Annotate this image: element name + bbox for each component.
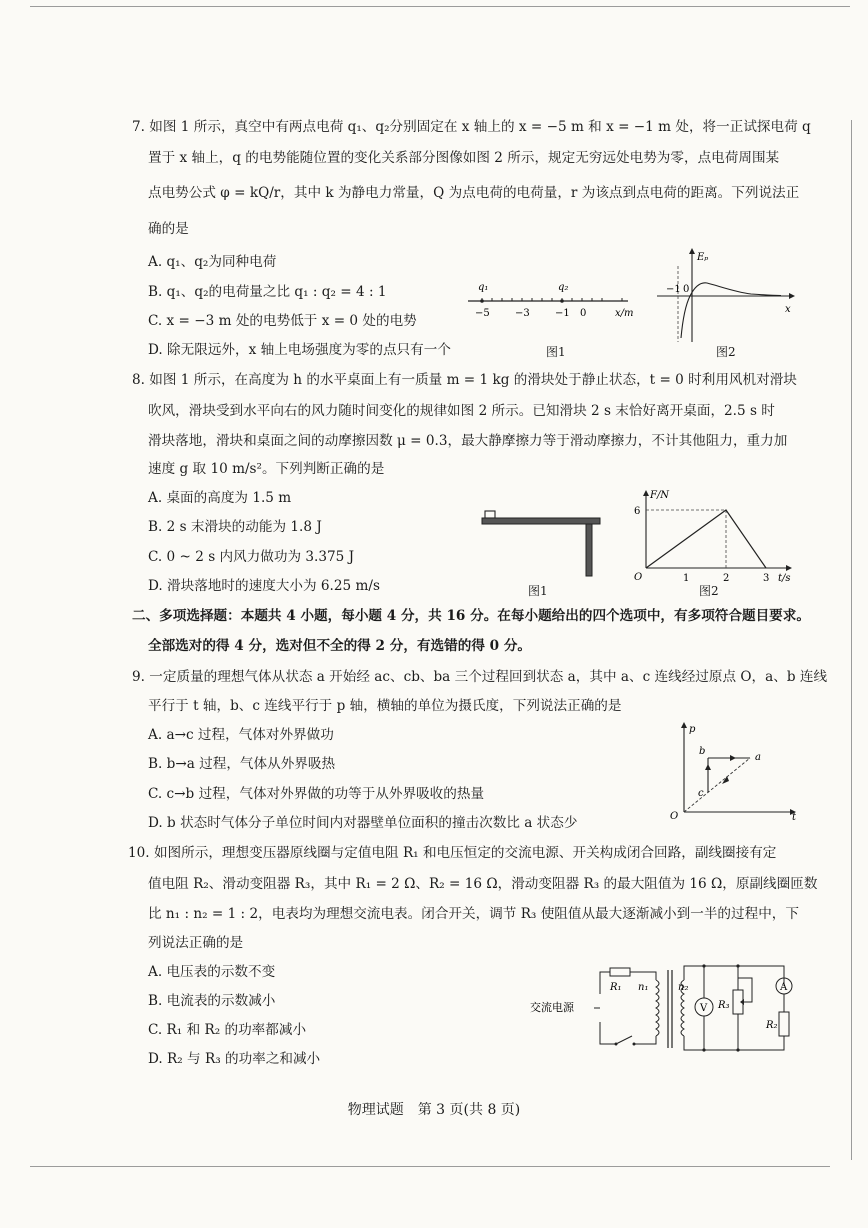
q7-option-d[interactable]: D. 除无限远外，x 轴上电场强度为零的点只有一个 (148, 342, 451, 358)
q10-label-n1: n₁ (638, 982, 649, 993)
q10-option-c[interactable]: C. R₁ 和 R₂ 的功率都减小 (148, 1022, 307, 1038)
q10-primary-coil (656, 980, 659, 1036)
section-2-line-2: 全部选对的得 4 分，选对但不全的得 2 分，有选错的得 0 分。 (148, 638, 532, 654)
q9-option-a[interactable]: A. a→c 过程，气体对外界做功 (148, 727, 334, 743)
q7-figure-2 (655, 246, 800, 346)
q8-fig1-caption: 图1 (528, 584, 548, 598)
page-edge-top (30, 6, 850, 7)
q10-label-n2: n₂ (678, 982, 689, 993)
page-edge-bottom (30, 1166, 830, 1167)
q8-option-d[interactable]: D. 滑块落地时的速度大小为 6.25 m/s (148, 578, 380, 594)
q7-fig1-tick-neg1: −1 (555, 308, 570, 319)
q10-line-4: 列说法正确的是 (148, 935, 244, 951)
q10-line-1: 10. 如图所示，理想变压器原线圈与定值电阻 R₁ 和电压恒定的交流电源、开关构成闭合回路，副线圈接有定 (128, 845, 777, 861)
page-edge-right (851, 120, 852, 1160)
q7-fig2-caption: 图2 (716, 345, 736, 359)
q9-label-c: c (698, 788, 704, 799)
q8-line-3: 滑块落地，滑块和桌面之间的动摩擦因数 μ = 0.3，最大静摩擦力等于滑动摩擦力，不计其他阻力，重力加 (148, 433, 788, 449)
q8-option-c[interactable]: C. 0 ~ 2 s 内风力做功为 3.375 J (148, 549, 355, 565)
q8-fig2-force-curve (646, 510, 766, 568)
q9-label-origin: O (670, 811, 679, 822)
q7-option-c[interactable]: C. x = −3 m 处的电势低于 x = 0 处的电势 (148, 313, 417, 329)
section-2-line-1: 二、多项选择题：本题共 4 小题，每小题 4 分，共 16 分。在每小题给出的四个选项中，有多项符合题目要求。 (132, 608, 810, 624)
q7-line-3: 点电势公式 φ = kQ/r，其中 k 为静电力常量，Q 为点电荷的电荷量，r 为该点到点电荷的距离。下列说法正 (148, 185, 800, 201)
q9-label-a: a (755, 752, 761, 763)
q9-line-2: 平行于 t 轴，b、c 连线平行于 p 轴，横轴的单位为摄氏度，下列说法正确的是 (148, 698, 622, 714)
q8-option-a[interactable]: A. 桌面的高度为 1.5 m (148, 490, 292, 506)
q7-fig1-q1-label: q₁ (478, 282, 489, 293)
q7-fig2-x-label: x (785, 304, 791, 315)
q10-resistor-r1 (610, 968, 630, 976)
q7-line-4: 确的是 (148, 221, 189, 237)
q7-fig1-charge-q2 (560, 299, 564, 303)
q8-fig2-caption: 图2 (699, 584, 719, 598)
q10-source-label: 交流电源 (530, 1001, 574, 1014)
q8-fig2-origin: O (634, 572, 643, 583)
q9-label-t: t (792, 812, 797, 823)
q8-figure-1 (478, 506, 608, 581)
q8-option-b[interactable]: B. 2 s 末滑块的动能为 1.8 J (148, 519, 322, 535)
q8-line-4: 速度 g 取 10 m/s²。下列判断正确的是 (148, 461, 385, 477)
q10-circuit-diagram (528, 960, 806, 1056)
q10-resistor-r2 (779, 1012, 789, 1036)
q7-figure-1 (460, 276, 640, 336)
q9-figure-pt (664, 718, 804, 822)
q9-line-ca (684, 758, 750, 812)
q7-option-b[interactable]: B. q₁、q₂的电荷量之比 q₁ : q₂ = 4 : 1 (148, 284, 387, 300)
q10-line-2: 值电阻 R₂、滑动变阻器 R₃，其中 R₁ = 2 Ω、R₂ = 16 Ω，滑动变阻器 R₃ 的最大阻值为 16 Ω，原副线圈匝数 (148, 876, 818, 892)
page-footer: 物理试题 第 3 页(共 8 页) (347, 1102, 521, 1118)
q8-fig2-tick-2: 2 (723, 573, 730, 584)
q8-figure-2 (628, 486, 798, 586)
q10-option-a[interactable]: A. 电压表的示数不变 (148, 964, 276, 980)
q10-ammeter-label: A (780, 982, 788, 993)
q10-option-d[interactable]: D. R₂ 与 R₃ 的功率之和减小 (148, 1051, 321, 1067)
q7-fig1-tick-neg5: −5 (475, 308, 490, 319)
q7-fig1-charge-q1 (480, 299, 484, 303)
q7-fig2-y-label: Eₚ (697, 252, 709, 263)
q8-fig2-tick-6: 6 (634, 506, 641, 517)
q8-line-1: 8. 如图 1 所示，在高度为 h 的水平桌面上有一质量 m = 1 kg 的滑块处于静止状态，t = 0 时利用风机对滑块 (132, 372, 797, 388)
q7-fig2-curve (681, 283, 781, 338)
q8-fig2-y-label: F/N (650, 490, 670, 501)
q8-fig2-tick-1: 1 (683, 573, 690, 584)
q10-option-b[interactable]: B. 电流表的示数减小 (148, 993, 276, 1009)
q10-switch (616, 1036, 632, 1044)
q7-line-2: 置于 x 轴上，q 的电势能随位置的变化关系部分图像如图 2 所示，规定无穷远处电势为零，点电荷周围某 (148, 150, 780, 166)
q8-line-2: 吹风，滑块受到水平向右的风力随时间变化的规律如图 2 所示。已知滑块 2 s 末恰好离开桌面，2.5 s 时 (148, 403, 775, 419)
q9-option-b[interactable]: B. b→a 过程，气体从外界吸热 (148, 756, 336, 772)
q10-label-r1: R₁ (610, 982, 622, 993)
q10-label-r3: R₃ (718, 1000, 730, 1011)
q8-table-leg (586, 524, 592, 576)
q8-fig2-x-label: t/s (778, 573, 791, 584)
q7-fig1-axis-label: x/m (615, 308, 634, 319)
q8-fig2-tick-3: 3 (763, 573, 770, 584)
q10-voltmeter-label: V (700, 1003, 708, 1014)
q7-fig2-tick-neg1: −1 (666, 284, 681, 295)
q7-fig1-caption: 图1 (546, 345, 566, 359)
q10-label-r2: R₂ (766, 1020, 778, 1031)
q7-line-1: 7. 如图 1 所示，真空中有两点电荷 q₁、q₂分别固定在 x 轴上的 x = −5 m 和 x = −1 m 处，将一正试探电荷 q (132, 119, 811, 135)
q7-option-a[interactable]: A. q₁、q₂为同种电荷 (148, 254, 277, 270)
q7-fig1-tick-0: 0 (580, 308, 587, 319)
q9-label-b: b (699, 746, 706, 757)
q9-option-c[interactable]: C. c→b 过程，气体对外界做的功等于从外界吸收的热量 (148, 786, 485, 802)
q9-option-d[interactable]: D. b 状态时气体分子单位时间内对器壁单位面积的撞击次数比 a 状态少 (148, 815, 578, 831)
q10-line-3: 比 n₁ : n₂ = 1 : 2，电表均为理想交流电表。闭合开关，调节 R₃ 使阻值从最大逐渐减小到一半的过程中，下 (148, 906, 799, 922)
q7-fig1-q2-label: q₂ (558, 282, 569, 293)
q7-fig1-tick-neg3: −3 (515, 308, 530, 319)
q9-line-1: 9. 一定质量的理想气体从状态 a 开始经 ac、cb、ba 三个过程回到状态 a，其中 a、c 连线经过原点 O，a、b 连线 (132, 669, 828, 685)
q8-slider-block (485, 511, 495, 518)
q8-table-top (482, 518, 600, 524)
q9-label-p: p (689, 724, 696, 735)
q7-fig2-tick-0: 0 (683, 284, 690, 295)
